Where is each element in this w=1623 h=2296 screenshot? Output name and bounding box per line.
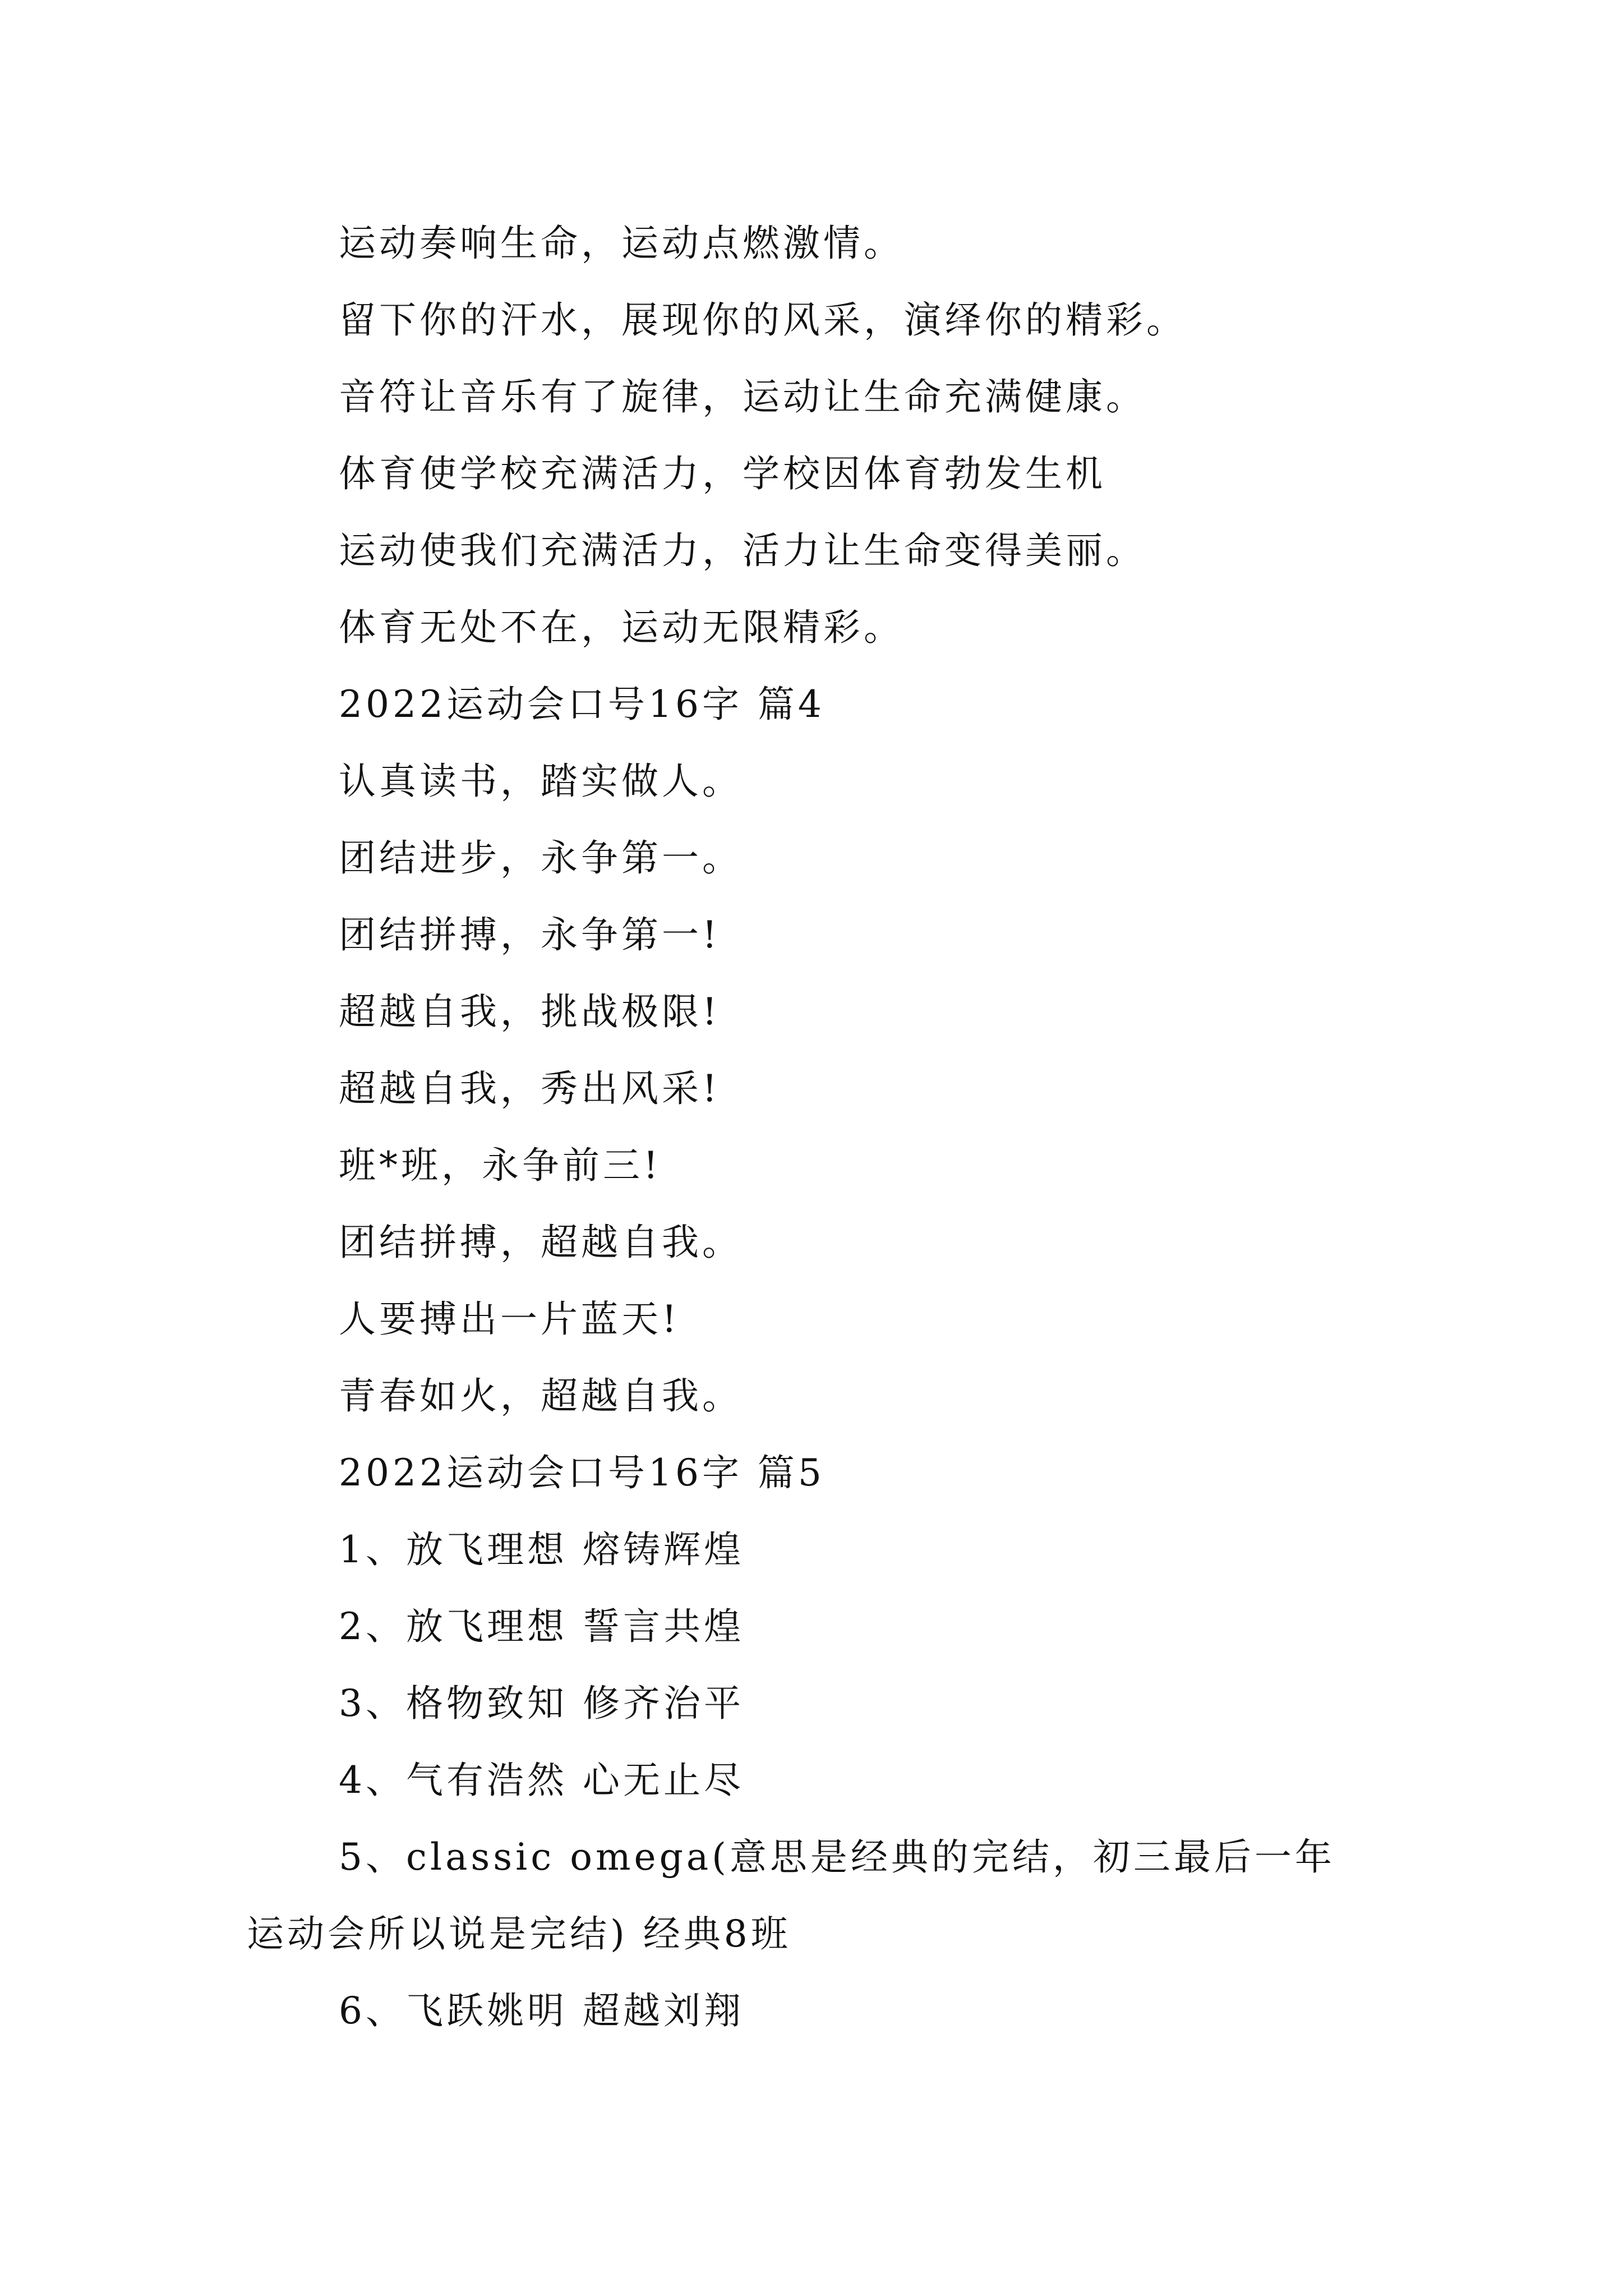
text-line: 团结进步，永争第一。 — [339, 836, 743, 880]
text-line: 青春如火，超越自我。 — [339, 1374, 743, 1418]
list-item: 2、放飞理想 誓言共煌 — [339, 1605, 744, 1648]
text-line: 音符让音乐有了旋律，运动让生命充满健康。 — [339, 375, 1146, 418]
text-line: 超越自我，秀出风采! — [339, 1067, 721, 1110]
text-line: 体育无处不在，运动无限精彩。 — [339, 606, 904, 649]
text-line: 人要搏出一片蓝天! — [339, 1297, 680, 1341]
list-item-continuation: 运动会所以说是完结) 经典8班 — [247, 1912, 791, 1955]
text-line: 认真读书，踏实做人。 — [339, 760, 743, 803]
list-item: 6、飞跃姚明 超越刘翔 — [339, 1989, 744, 2032]
text-line: 超越自我，挑战极限! — [339, 990, 721, 1033]
list-item: 1、放飞理想 熔铸辉煌 — [339, 1528, 744, 1571]
text-line: 运动使我们充满活力，活力让生命变得美丽。 — [339, 529, 1146, 572]
text-line: 班*班，永争前三! — [339, 1144, 662, 1187]
text-line: 团结拼搏，永争第一! — [339, 913, 721, 956]
text-line: 留下你的汗水，展现你的风采，演绎你的精彩。 — [339, 298, 1187, 342]
section-heading: 2022运动会口号16字 篇5 — [339, 1451, 825, 1494]
text-line: 体育使学校充满活力，学校因体育勃发生机 — [339, 452, 1106, 495]
list-item: 5、classic omega(意思是经典的完结，初三最后一年 — [339, 1835, 1335, 1879]
list-item: 4、气有浩然 心无止尽 — [339, 1759, 744, 1802]
list-item: 3、格物致知 修齐治平 — [339, 1682, 744, 1725]
text-line: 运动奏响生命，运动点燃激情。 — [339, 222, 904, 265]
section-heading: 2022运动会口号16字 篇4 — [339, 683, 825, 726]
document-body — [247, 205, 1391, 2049]
text-line: 团结拼搏，超越自我。 — [339, 1221, 743, 1264]
